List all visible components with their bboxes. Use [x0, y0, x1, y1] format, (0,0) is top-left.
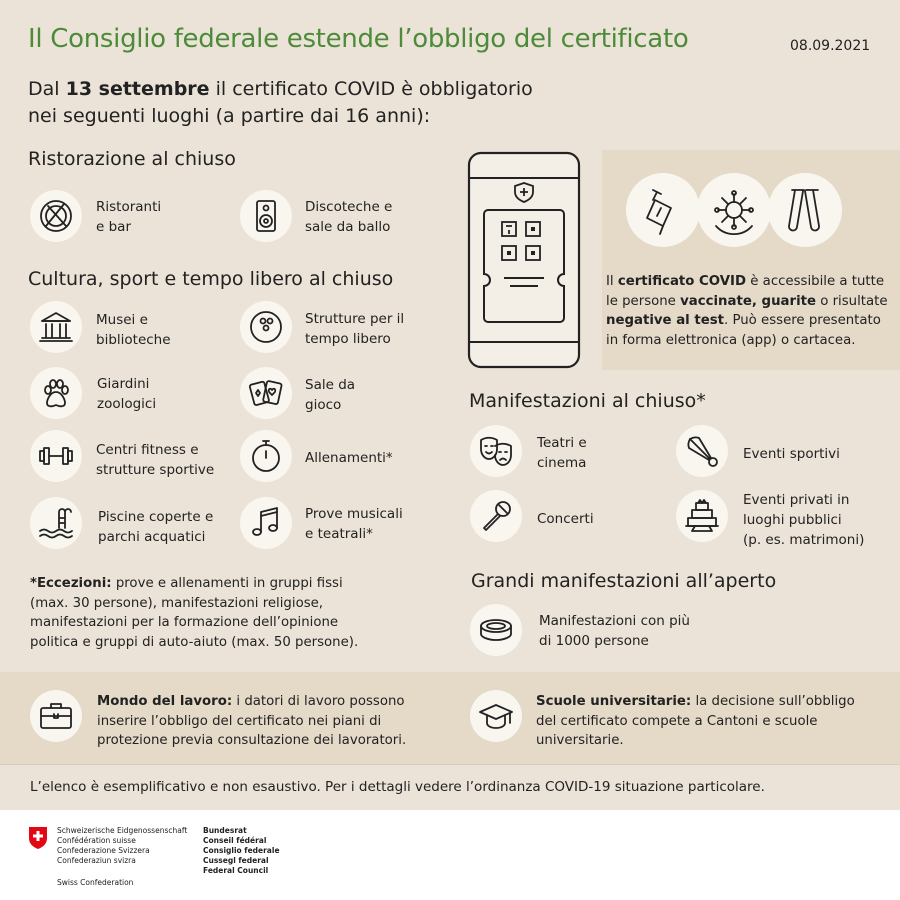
syringe-icon	[626, 173, 700, 247]
section-ristorazione: Ristorazione al chiuso	[28, 148, 236, 170]
swiss-confederation: Swiss Confederation	[57, 878, 134, 887]
footnote: L’elenco è esemplificativo e non esaustivo. Per i dettagli vedere l’ordinanza COVID-19 situazione particolare.	[30, 779, 765, 795]
plate-cutlery-icon	[30, 190, 82, 242]
swimming-pool-icon	[30, 497, 82, 549]
section-manifestazioni: Manifestazioni al chiuso*	[469, 390, 706, 412]
paw-icon	[30, 367, 82, 419]
microphone-icon	[470, 490, 522, 542]
wedding-cake-icon	[676, 490, 728, 542]
label-eventi-sportivi: Eventi sportivi	[743, 446, 840, 462]
dumbbell-icon	[30, 430, 82, 482]
covid-certificate-info: Il certificato COVID è accessibile a tutte le persone vaccinate, guarite o risultate negative al test. Può essere presentato in forma elettronica (app) o cartacea.	[606, 274, 888, 348]
label-prove: Prove musicali e teatrali*	[305, 506, 403, 542]
label-eventi-privati: Eventi privati in luoghi pubblici (p. es. matrimoni)	[743, 492, 865, 548]
graduation-cap-icon	[470, 690, 522, 742]
date-label: 08.09.2021	[790, 38, 871, 54]
label-fitness: Centri fitness e strutture sportive	[96, 442, 215, 478]
stopwatch-icon	[240, 430, 292, 482]
scuole-text: Scuole universitarie: la decisione sull’obbligo del certificato compete a Cantoni e scuole universitarie.	[536, 694, 855, 748]
section-cultura: Cultura, sport e tempo libero al chiuso	[28, 268, 394, 290]
label-ristoranti: Ristoranti e bar	[96, 199, 162, 235]
playing-cards-icon	[240, 367, 292, 419]
label-concerti: Concerti	[537, 511, 594, 527]
shuttlecock-icon	[676, 425, 728, 477]
theatre-masks-icon	[470, 425, 522, 477]
label-piscine: Piscine coperte e parchi acquatici	[98, 509, 214, 545]
label-sale: Sale da gioco	[305, 377, 356, 413]
divider	[0, 764, 900, 765]
label-giardini: Giardini zoologici	[97, 376, 157, 412]
federal-council: Bundesrat Conseil fédéral Consiglio federale Cussegl federal Federal Council	[203, 826, 280, 875]
label-musei: Musei e biblioteche	[96, 312, 171, 348]
virus-recovery-icon	[697, 173, 771, 247]
music-note-icon	[240, 497, 292, 549]
label-discoteche: Discoteche e sale da ballo	[305, 199, 393, 235]
briefcase-icon	[30, 690, 82, 742]
test-tube-icon	[768, 173, 842, 247]
eccezioni-text: *Eccezioni: prove e allenamenti in gruppi fissi (max. 30 persone), manifestazioni religiose, manifestazioni per la formazione dell’opinione politica e gruppi di auto-aiuto (max. 50 persone).	[30, 576, 359, 650]
label-teatri: Teatri e cinema	[537, 435, 587, 471]
speaker-icon	[240, 190, 292, 242]
stadium-icon	[470, 604, 522, 656]
bowling-ball-icon	[240, 301, 292, 353]
page-title: Il Consiglio federale estende l’obbligo del certificato	[28, 24, 689, 54]
swiss-shield-icon	[28, 826, 48, 850]
intro-text: Dal 13 settembre il certificato COVID è obbligatorio nei seguenti luoghi (a partire dai 16 anni):	[28, 78, 533, 127]
label-allenamenti: Allenamenti*	[305, 450, 393, 466]
section-grandi: Grandi manifestazioni all’aperto	[471, 570, 777, 592]
confederation-names: Schweizerische Eidgenossenschaft Confédération suisse Confederazione Svizzera Confederaziun svizra	[57, 826, 188, 865]
label-strutture: Strutture per il tempo libero	[305, 311, 405, 347]
label-grandi-manif: Manifestazioni con più di 1000 persone	[539, 613, 690, 649]
museum-icon	[30, 301, 82, 353]
phone-certificate-icon	[466, 150, 582, 372]
lavoro-text: Mondo del lavoro: i datori di lavoro possono inserire l’obbligo del certificato nei piani di protezione previa consultazione dei lavoratori.	[97, 694, 407, 748]
